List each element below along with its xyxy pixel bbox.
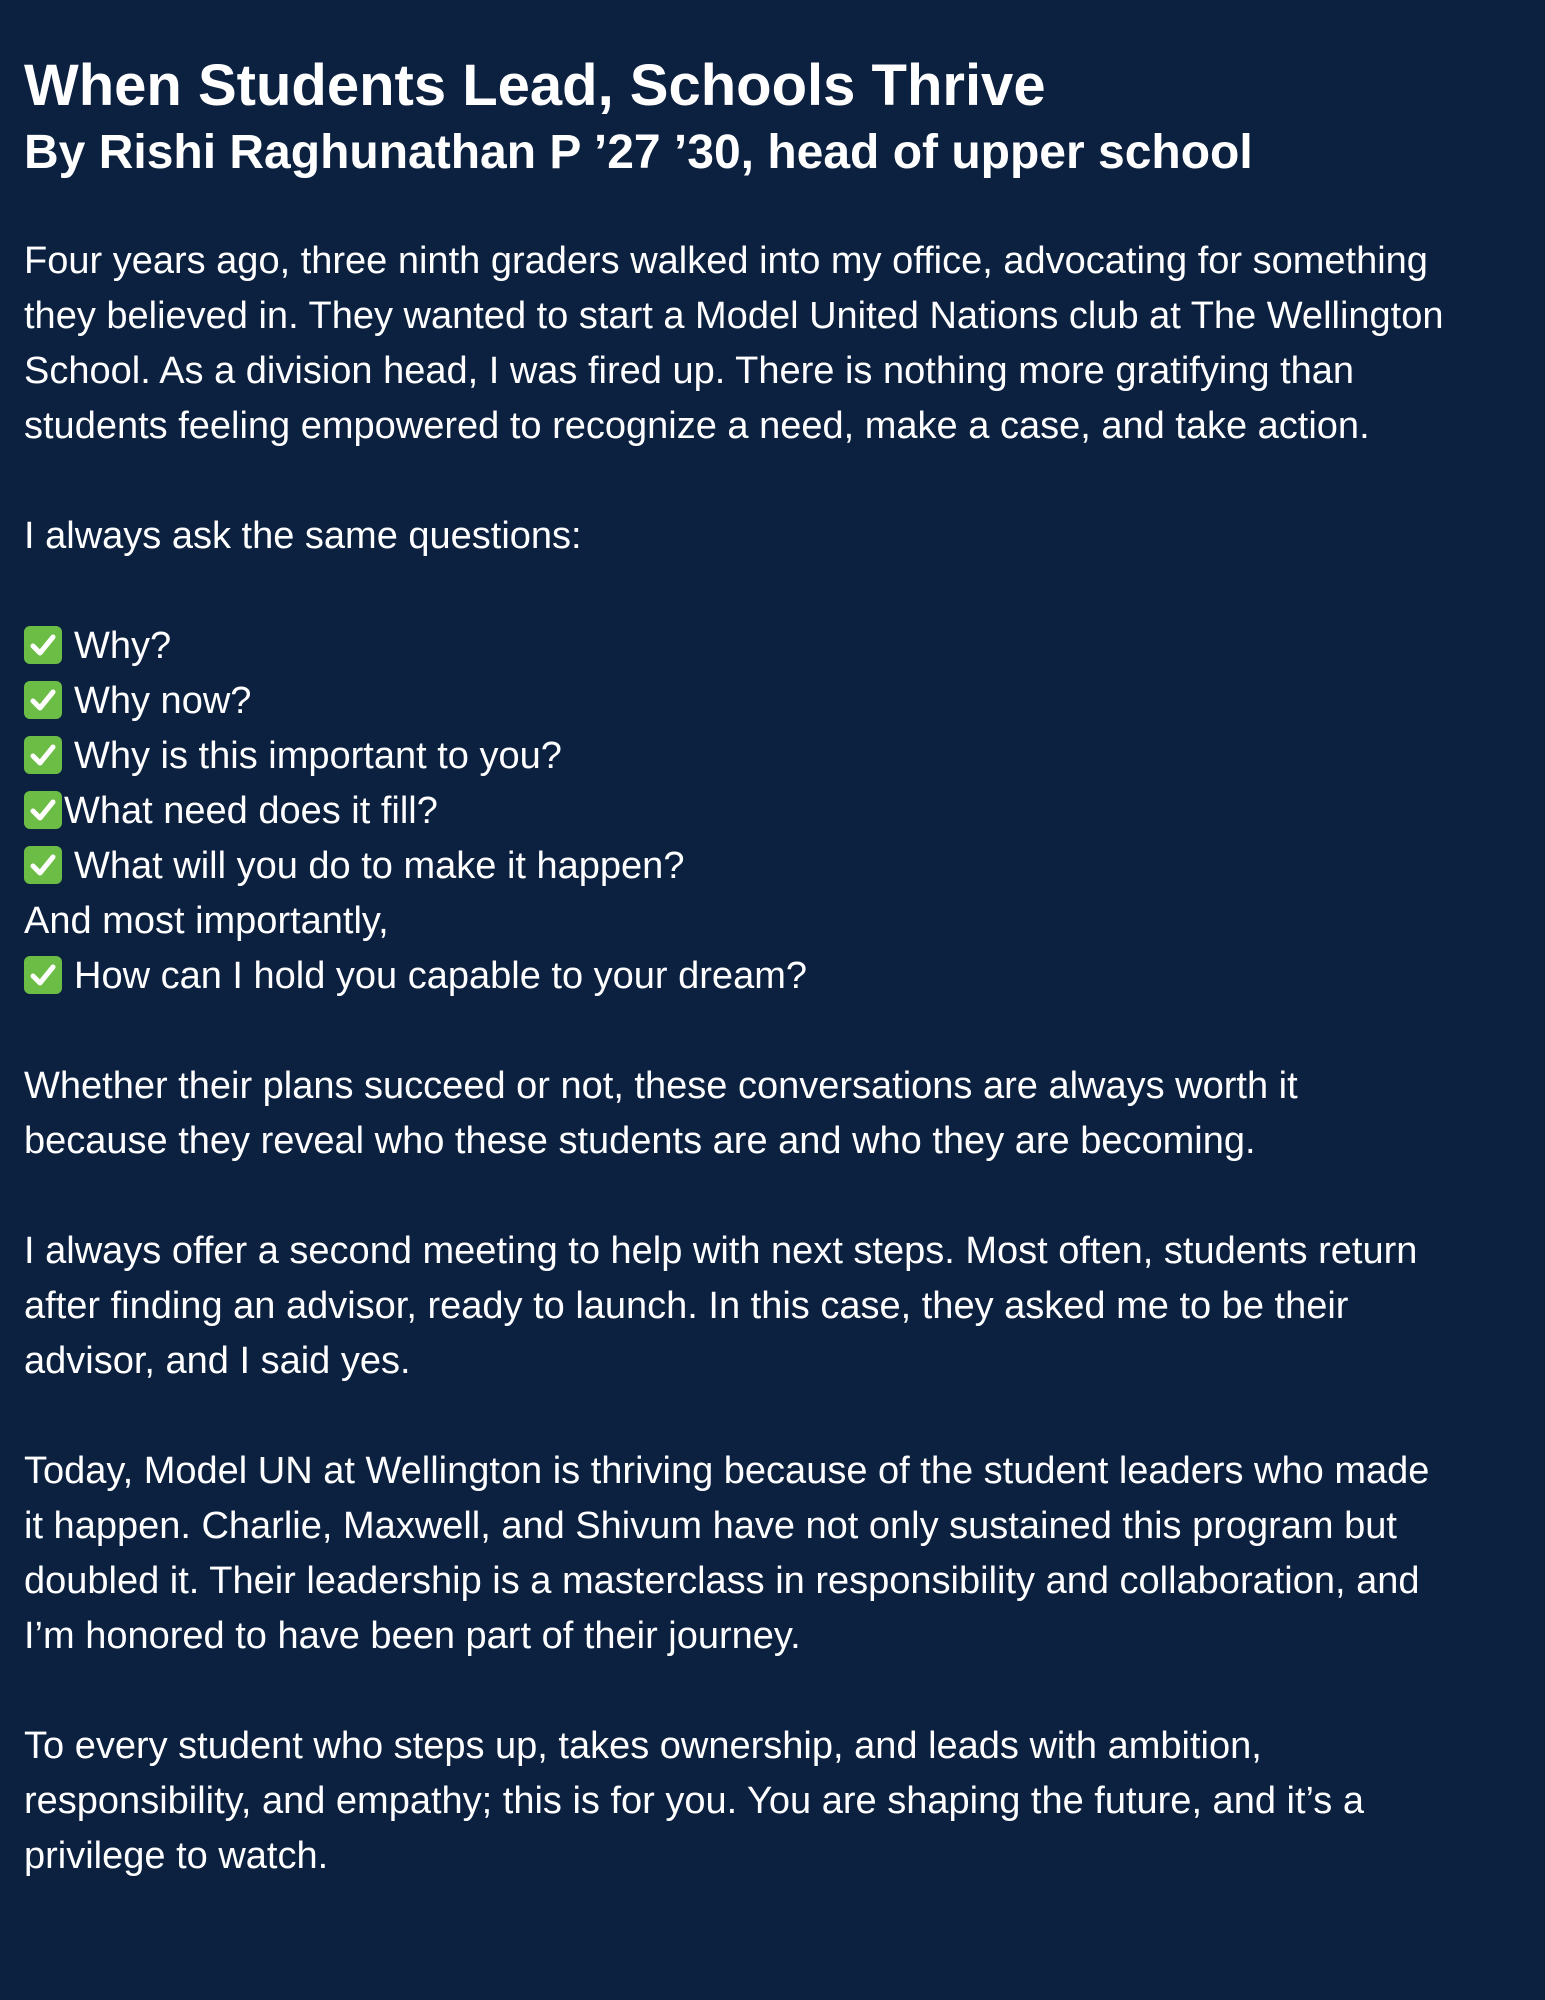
paragraph-line: after finding an advisor, ready to launch. In this case, they asked me to be their — [24, 1285, 1349, 1327]
question-text: What will you do to make it happen? — [74, 845, 685, 887]
paragraph-line: Today, Model UN at Wellington is thriving because of the student leaders who made — [24, 1450, 1430, 1492]
paragraph-today — [24, 1444, 1521, 1664]
paragraph-line: because they reveal who these students are and who they are becoming. — [24, 1120, 1256, 1162]
article-byline: By Rishi Raghunathan P ’27 ’30, head of upper school — [24, 126, 1253, 179]
article-body — [24, 234, 1521, 1884]
question-item — [24, 949, 1521, 1004]
check-mark-icon — [24, 681, 62, 719]
paragraph-line: advisor, and I said yes. — [24, 1340, 411, 1382]
paragraph-line: privilege to watch. — [24, 1835, 329, 1877]
paragraph-conversations — [24, 1059, 1521, 1169]
paragraph-line: doubled it. Their leadership is a masterclass in responsibility and collaboration, and — [24, 1560, 1420, 1602]
question-item — [24, 729, 1521, 784]
check-mark-icon — [24, 736, 62, 774]
question-text: Why? — [74, 625, 172, 667]
paragraph-line: To every student who steps up, takes ownership, and leads with ambition, — [24, 1725, 1262, 1767]
question-item — [24, 619, 1521, 674]
paragraph-line: I’m honored to have been part of their journey. — [24, 1615, 801, 1657]
question-item — [24, 784, 1521, 839]
paragraph-line: I always offer a second meeting to help with next steps. Most often, students return — [24, 1230, 1418, 1272]
article-title: When Students Lead, Schools Thrive — [24, 53, 1046, 118]
question-text: Why now? — [74, 680, 252, 722]
question-item — [24, 839, 1521, 894]
question-list — [24, 619, 1521, 1004]
paragraph-line: Whether their plans succeed or not, these conversations are always worth it — [24, 1065, 1298, 1107]
question-text: What need does it fill? — [64, 790, 438, 832]
check-mark-icon — [24, 956, 62, 994]
questions-intro: I always ask the same questions: — [24, 515, 582, 557]
check-mark-icon — [24, 791, 62, 829]
paragraph-intro — [24, 234, 1521, 454]
paragraph-line: responsibility, and empathy; this is for you. You are shaping the future, and it’s a — [24, 1780, 1364, 1822]
check-mark-icon — [24, 846, 62, 884]
most-importantly-text: And most importantly, — [24, 900, 389, 942]
check-mark-icon — [24, 626, 62, 664]
paragraph-line: students feeling empowered to recognize a need, make a case, and take action. — [24, 405, 1370, 447]
paragraph-line: they believed in. They wanted to start a Model United Nations club at The Wellington — [24, 295, 1444, 337]
paragraph-line: Four years ago, three ninth graders walked into my office, advocating for something — [24, 240, 1428, 282]
question-text: Why is this important to you? — [74, 735, 562, 777]
question-text: How can I hold you capable to your dream? — [74, 955, 807, 997]
question-item — [24, 674, 1521, 729]
paragraph-closing — [24, 1719, 1521, 1884]
paragraph-second-meeting — [24, 1224, 1521, 1389]
paragraph-line: School. As a division head, I was fired up. There is nothing more gratifying than — [24, 350, 1355, 392]
paragraph-line: it happen. Charlie, Maxwell, and Shivum have not only sustained this program but — [24, 1505, 1397, 1547]
